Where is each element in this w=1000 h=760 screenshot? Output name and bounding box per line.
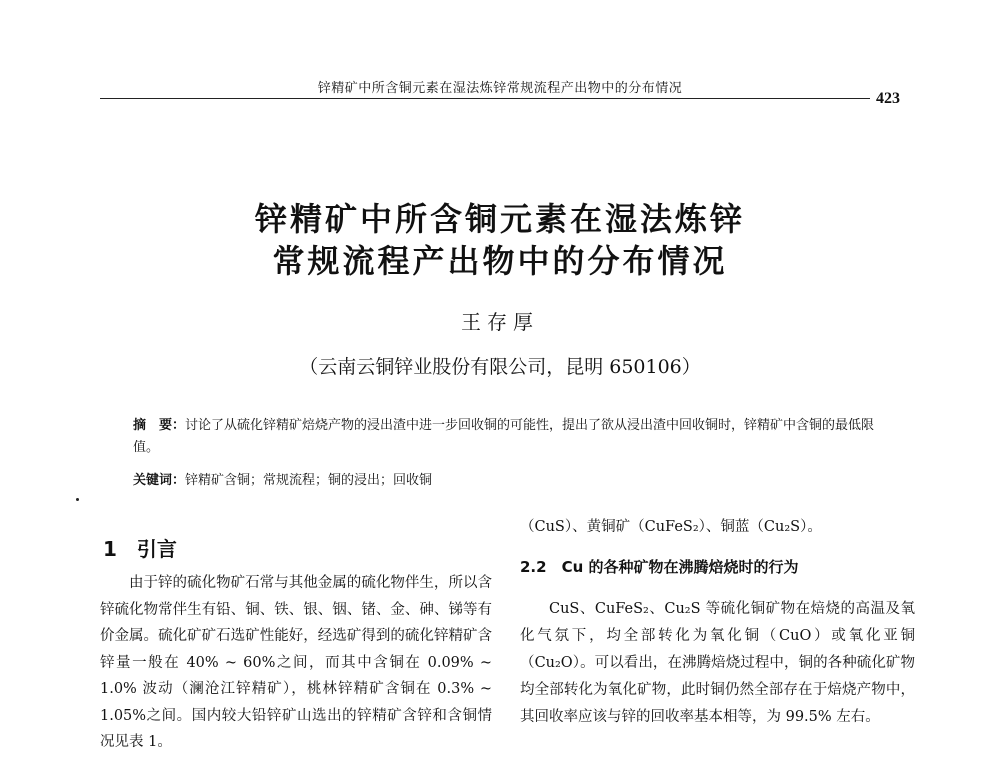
section22-body: CuS、CuFeS₂、Cu₂S 等硫化铜矿物在焙烧的高温及氧化气氛下，均全部转化为氧化铜（CuO）或氧化亚铜（Cu₂O）。可以看出，在沸腾焙烧过程中，铜的各种硫化矿物均全部转化为氧化矿物，此时铜仍然全部存在于焙烧产物中，其回收率应该与锌的回收率基本相等，为 99.5% 左右。 xyxy=(520,601,915,725)
section1-body: 由于锌的硫化物矿石常与其他金属的硫化物伴生，所以含锌硫化物常伴生有铅、铜、铁、银、铟、锗、金、砷、锑等有价金属。硫化矿矿石选矿性能好，经选矿得到的硫化锌精矿含锌量一般在 40% ~ 60%之间，而其中含铜在 0.09% ~ 1.0% 波动（澜沧江锌精矿），桃林锌精矿含铜在 0.3% ~ 1.05%之间。国内较大铅锌矿山选出的锌精矿含锌和含铜情况见表 1。 xyxy=(100,575,492,750)
abstract-text: 讨论了从硫化锌精矿焙烧产物的浸出渣中进一步回收铜的可能性，提出了欲从浸出渣中回收铜时，锌精矿中含铜的最低限值。 xyxy=(133,418,875,455)
section1-heading: 1 引言 xyxy=(103,537,177,561)
affiliation: （云南云铜锌业股份有限公司，昆明 650106） xyxy=(299,356,701,378)
page-number: 423 xyxy=(876,90,900,107)
article-title-line1: 锌精矿中所含铜元素在湿法炼锌 xyxy=(254,200,745,238)
abstract xyxy=(133,415,883,459)
section22-heading: 2.2 Cu 的各种矿物在沸腾焙烧时的行为 xyxy=(520,558,799,576)
keywords xyxy=(133,469,432,488)
article-title-line2: 常规流程产出物中的分布情况 xyxy=(272,242,728,280)
right-column-continuation: （CuS）、黄铜矿（CuFeS₂）、铜蓝（Cu₂S）。 xyxy=(520,519,822,535)
header-rule xyxy=(100,98,870,99)
keywords-text: 锌精矿含铜；常规流程；铜的浸出；回收铜 xyxy=(185,473,433,488)
running-header: 锌精矿中所含铜元素在湿法炼锌常规流程产出物中的分布情况 xyxy=(317,81,683,96)
author: 王存厚 xyxy=(461,310,539,334)
abstract-label: 摘 要： xyxy=(133,418,186,433)
margin-dot xyxy=(76,498,79,501)
keywords-label: 关键词： xyxy=(133,473,186,488)
